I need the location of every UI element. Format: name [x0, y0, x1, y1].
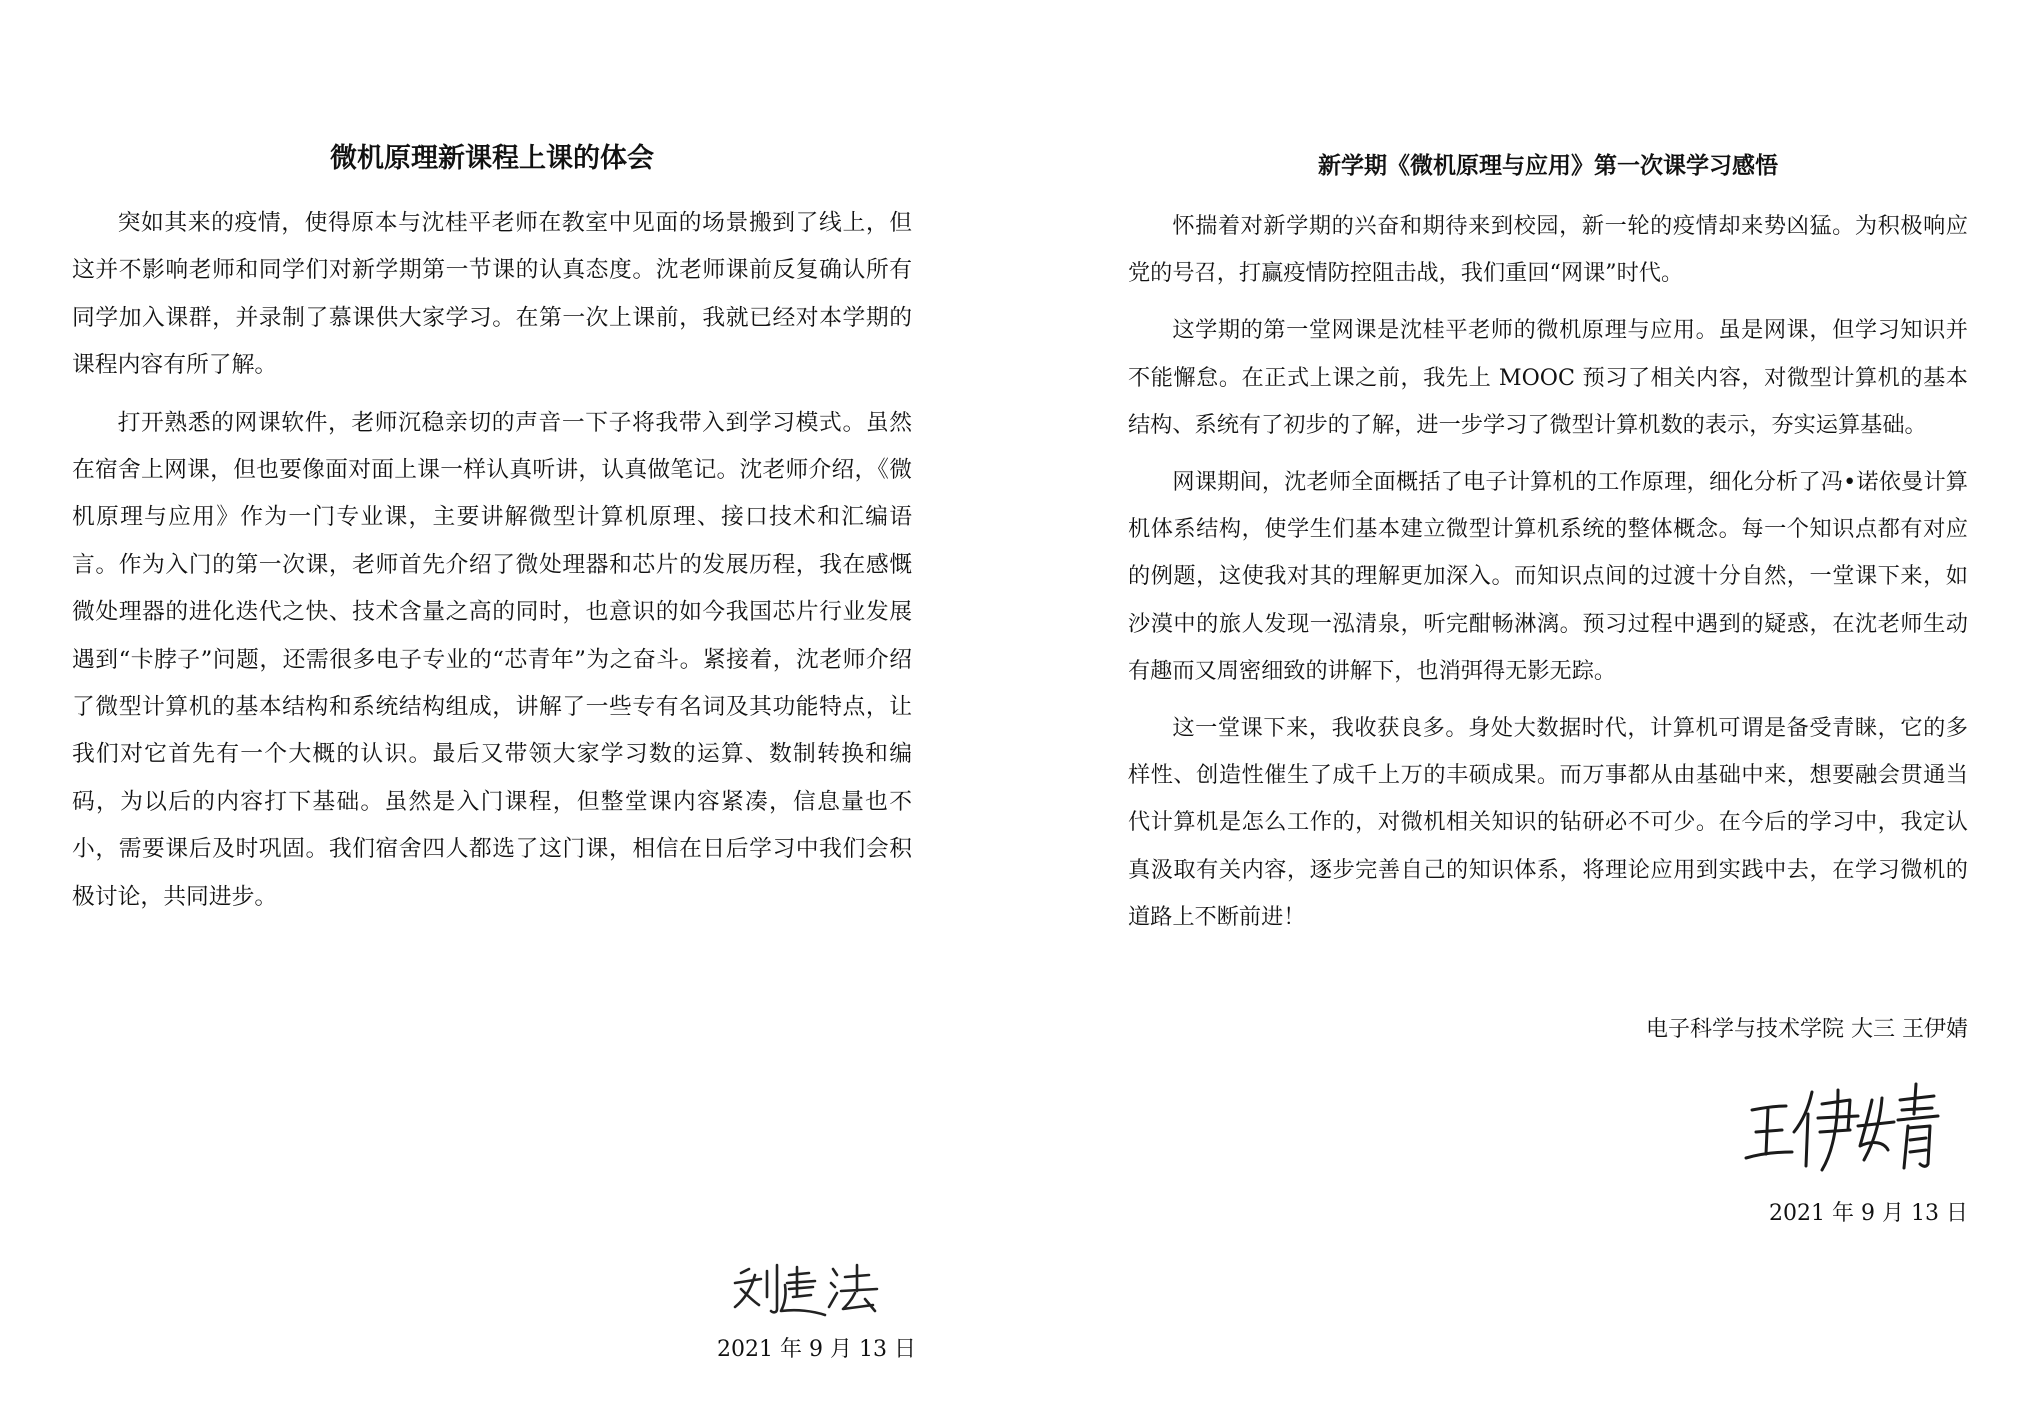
- right-essay-affiliation: 电子科学与技术学院 大三 王伊婧: [1646, 1017, 1968, 1042]
- left-essay-date: 2021 年 9 月 13 日: [717, 1337, 916, 1362]
- right-essay-title: 新学期《微机原理与应用》第一次课学习感悟: [1318, 152, 1778, 179]
- left-handwritten-signature: [727, 1255, 887, 1325]
- left-paragraph-1: 突如其来的疫情，使得原本与沈桂平老师在教室中见面的场景搬到了线上，但这并不影响老师和同学们对新学期第一节课的认真态度。沈老师课前反复确认所有同学加入课群，并录制了慕课供大家学习。在第一次上课前，我就已经对本学期的课程内容有所了解。: [72, 210, 912, 379]
- right-paragraph-1: 怀揣着对新学期的兴奋和期待来到校园，新一轮的疫情却来势凶猛。为积极响应党的号召，打赢疫情防控阻击战，我们重回“网课”时代。: [1128, 213, 1968, 287]
- left-essay-title: 微机原理新课程上课的体会: [330, 143, 654, 174]
- right-essay-body: [1128, 203, 1968, 951]
- right-essay-date: 2021 年 9 月 13 日: [1769, 1201, 1968, 1226]
- right-paragraph-4: 这一堂课下来，我收获良多。身处大数据时代，计算机可谓是备受青睐，它的多样性、创造性催生了成千上万的丰硕成果。而万事都从由基础中来，想要融会贯通当代计算机是怎么工作的，对微机相关知识的钻研必不可少。在今后的学习中，我定认真汲取有关内容，逐步完善自己的知识体系，将理论应用到实践中去，在学习微机的道路上不断前进！: [1128, 715, 1968, 930]
- left-essay-body: [72, 200, 912, 931]
- right-paragraph-3: 网课期间，沈老师全面概括了电子计算机的工作原理，细化分析了冯•诺依曼计算机体系结构，使学生们基本建立微型计算机系统的整体概念。每一个知识点都有对应的例题，这使我对其的理解更加深入。而知识点间的过渡十分自然，一堂课下来，如沙漠中的旅人发现一泓清泉，听完酣畅淋漓。预习过程中遇到的疑惑，在沈老师生动有趣而又周密细致的讲解下，也消弭得无影无踪。: [1128, 469, 1968, 684]
- right-paragraph-2: 这学期的第一堂网课是沈桂平老师的微机原理与应用。虽是网课，但学习知识并不能懈怠。在正式上课之前，我先上 MOOC 预习了相关内容，对微型计算机的基本结构、系统有了初步的了解，进一步学习了微型计算机数的表示，夯实运算基础。: [1128, 317, 1968, 438]
- right-handwritten-signature: [1738, 1070, 1948, 1180]
- left-paragraph-2: 打开熟悉的网课软件，老师沉稳亲切的声音一下子将我带入到学习模式。虽然在宿舍上网课，但也要像面对面上课一样认真听讲，认真做笔记。沈老师介绍，《微机原理与应用》作为一门专业课，主要讲解微型计算机原理、接口技术和汇编语言。作为入门的第一次课，老师首先介绍了微处理器和芯片的发展历程，我在感慨微处理器的进化迭代之快、技术含量之高的同时，也意识的如今我国芯片行业发展遇到“卡脖子”问题，还需很多电子专业的“芯青年”为之奋斗。紧接着，沈老师介绍了微型计算机的基本结构和系统结构组成，讲解了一些专有名词及其功能特点，让我们对它首先有一个大概的认识。最后又带领大家学习数的运算、数制转换和编码，为以后的内容打下基础。虽然是入门课程，但整堂课内容紧凑，信息量也不小，需要课后及时巩固。我们宿舍四人都选了这门课，相信在日后学习中我们会积极讨论，共同进步。: [72, 409, 912, 910]
